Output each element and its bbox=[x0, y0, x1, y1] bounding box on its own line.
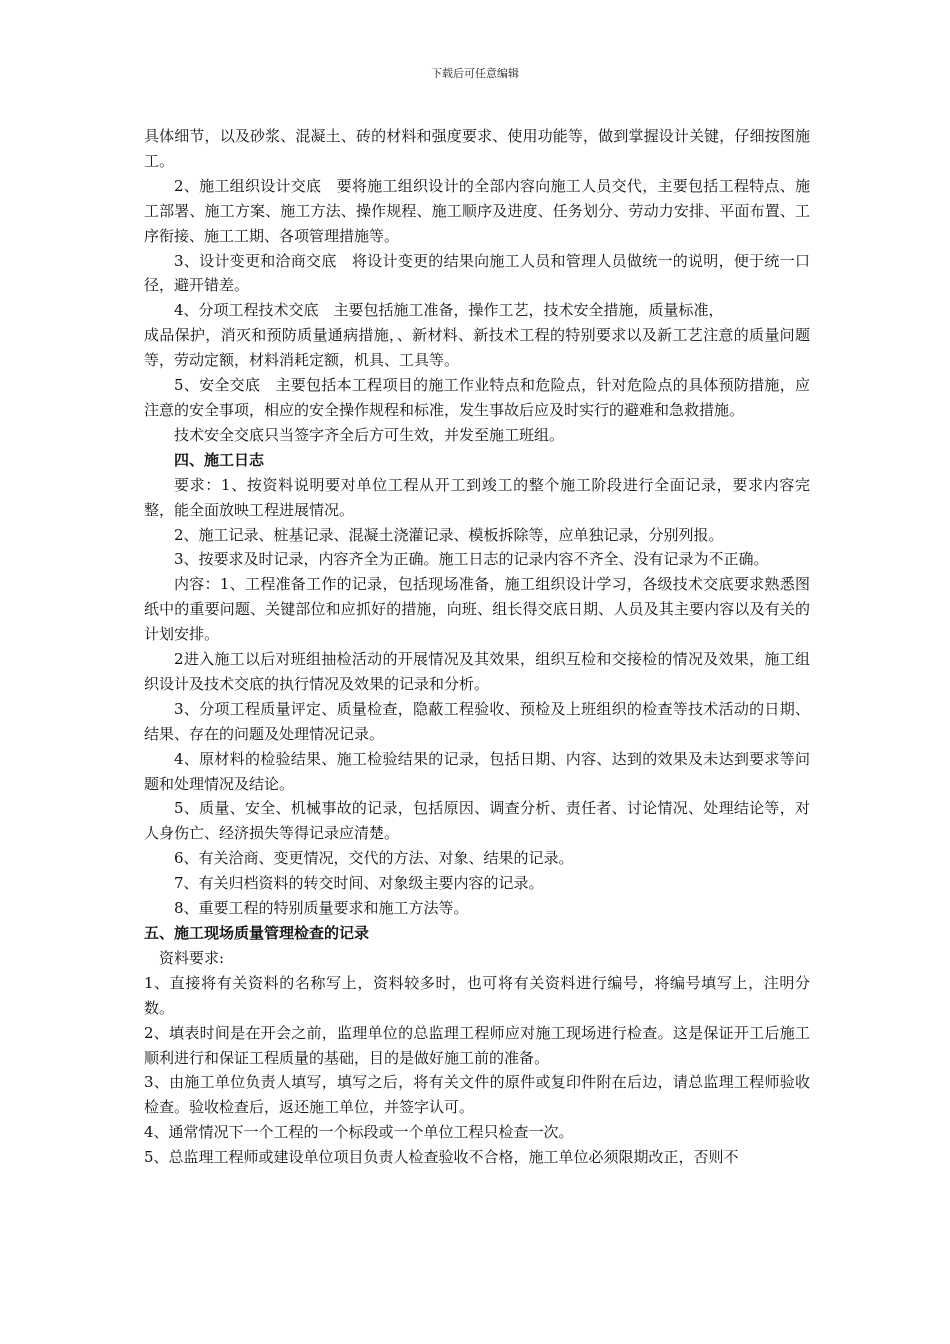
section-heading: 五、施工现场质量管理检查的记录 bbox=[144, 924, 370, 942]
paragraph: 2进入施工以后对班组抽检活动的开展情况及其效果，组织互检和交接检的情况及效果，施工组织设计及技术交底的执行情况及效果的记录和分析。 bbox=[144, 650, 810, 693]
paragraph: 5、安全交底 主要包括本工程项目的施工作业特点和危险点，针对危险点的具体预防措施，应注意的安全事项，相应的安全操作规程和标准，发生事故后应及时实行的避难和急救措施。 bbox=[144, 376, 810, 419]
paragraph: 1、直接将有关资料的名称写上，资料较多时，也可将有关资料进行编号，将编号填写上，注明分数。 bbox=[144, 973, 810, 1017]
paragraph: 要求：1、按资料说明要对单位工程从开工到竣工的整个施工阶段进行全面记录，要求内容完整，能全面放映工程进展情况。 bbox=[144, 475, 810, 519]
paragraph: 2、施工组织设计交底 要将施工组织设计的全部内容向施工人员交代，主要包括工程特点、施工部署、施工方案、施工方法、操作规程、施工顺序及进度、任务划分、劳动力安排、平面布置、工序衔接、施工工期、各项管理措施等。 bbox=[144, 176, 810, 245]
paragraph: 6、有关洽商、变更情况，交代的方法、对象、结果的记录。 bbox=[174, 849, 574, 868]
page-header: 下载后可任意编辑 bbox=[431, 67, 519, 80]
paragraph: 2、填表时间是在开会之前，监理单位的总监理工程师应对施工现场进行检查。这是保证开工后施工顺利进行和保证工程质量的基础，目的是做好施工前的准备。 bbox=[144, 1023, 810, 1067]
paragraph: 内容：1、工程准备工作的记录，包括现场准备，施工组织设计学习，各级技术交底要求熟悉图纸中的重要问题、关键部位和应抓好的措施，向班、组长得交底日期、人员及其主要内容以及有关的计划安排。 bbox=[144, 575, 810, 644]
paragraph: 3、由施工单位负责人填写，填写之后，将有关文件的原件或复印件附在后边，请总监理工程师验收检查。验收检查后，返还施工单位，并签字认可。 bbox=[144, 1073, 810, 1117]
paragraph: 2、施工记录、桩基记录、混凝土浇灌记录、模板拆除等，应单独记录，分别列报。 bbox=[174, 525, 724, 544]
paragraph: 8、重要工程的特别质量要求和施工方法等。 bbox=[174, 899, 469, 918]
paragraph: 3、设计变更和洽商交底 将设计变更的结果向施工人员和管理人员做统一的说明，便于统一口径，避开错差。 bbox=[144, 251, 810, 295]
paragraph: 技术安全交底只当签字齐全后方可生效，并发至施工班组。 bbox=[174, 425, 565, 444]
section-heading: 四、施工日志 bbox=[174, 450, 265, 469]
paragraph: 3、分项工程质量评定、质量检查，隐蔽工程验收、预检及上班组织的检查等技术活动的日期、结果、存在的问题及处理情况记录。 bbox=[144, 699, 810, 743]
paragraph: 4、通常情况下一个工程的一个标段或一个单位工程只检查一次。 bbox=[144, 1123, 574, 1142]
paragraph: 成品保护，消灭和预防质量通病措施，、新材料、新技术工程的特别要求以及新工艺注意的质量问题等，劳动定额，材料消耗定额，机具、工具等。 bbox=[144, 326, 810, 370]
paragraph: 3、按要求及时记录，内容齐全为正确。施工日志的记录内容不齐全、没有记录为不正确。 bbox=[174, 550, 769, 569]
document-body bbox=[144, 124, 810, 1170]
paragraph: 7、有关归档资料的转交时间、对象级主要内容的记录。 bbox=[174, 874, 544, 893]
paragraph: 资料要求: bbox=[159, 948, 225, 967]
paragraph: 5、质量、安全、机械事故的记录，包括原因、调查分析、责任者、讨论情况、处理结论等，对人身伤亡、经济损失等得记录应清楚。 bbox=[144, 799, 810, 843]
paragraph: 4、原材料的检验结果、施工检验结果的记录，包括日期、内容、达到的效果及未达到要求等问题和处理情况及结论。 bbox=[144, 749, 810, 793]
paragraph: 具体细节，以及砂浆、混凝土、砖的材料和强度要求、使用功能等，做到掌握设计关键，仔细按图施工。 bbox=[144, 127, 810, 170]
paragraph: 5、总监理工程师或建设单位项目负责人检查验收不合格，施工单位必须限期改正，否则不 bbox=[144, 1148, 739, 1167]
paragraph: 4、分项工程技术交底 主要包括施工准备，操作工艺，技术安全措施，质量标准， bbox=[174, 301, 724, 320]
